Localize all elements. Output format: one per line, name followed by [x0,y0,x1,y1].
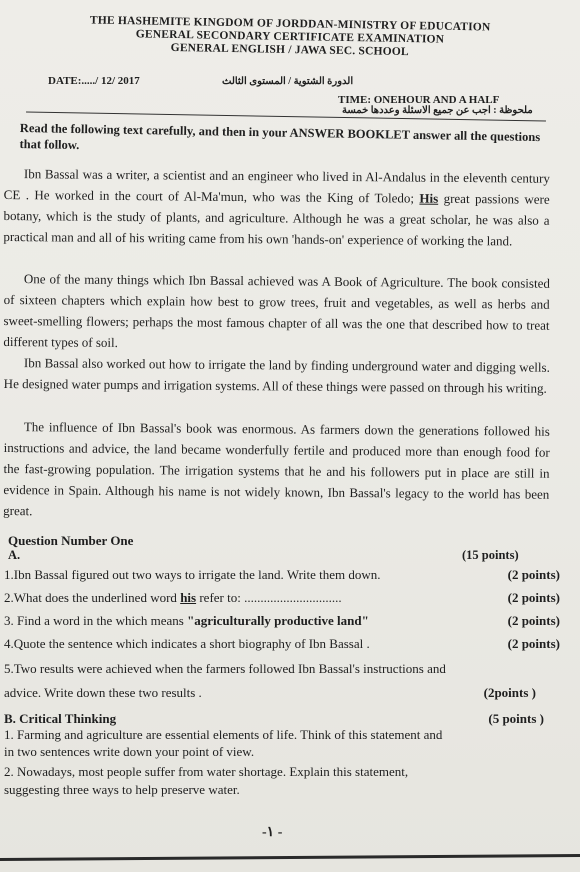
underlined-word-his: His [419,190,439,206]
critical-question-1-line-1: 1. Farming and agriculture are essential elements of life. Think of this statement and [4,727,443,742]
question-title: Question Number One [8,533,134,548]
question-1: 1.Ibn Bassal figured out two ways to irrigate the land. Write them down. (2 points) [4,567,560,582]
question-4: 4.Quote the sentence which indicates a short biography of Ibn Bassal . (2 points) [4,636,560,651]
passage-paragraph-4: The influence of Ibn Bassal's book was enormous. As farmers down the generations followed his instructions and advice, the land became wonderfully fertile and produced more than enough food for the fast-growing population. The irrigation systems that he and his followers put in place are still in evidence in Spain. Although his name is not widely known, Ibn Bassal's legacy to the world has been great. [3,419,550,519]
page-bottom-edge [0,854,580,861]
passage-paragraph-3: Ibn Bassal also worked out how to irrigate the land by finding underground water and digging wells. He designed water pumps and irrigation systems. All of these things were passed on through his writing. [3,355,550,396]
arabic-note: ملحوظة : اجب عن جميع الاسئلة وعددها خمسة [342,105,533,116]
critical-question-2-line-1: 2. Nowadays, most people suffer from water shortage. Explain this statement, [4,764,409,779]
question-5-line-2: advice. Write down these two results . (2points ) [4,685,536,700]
section-b-points: (5 points ) [488,711,544,726]
question-3-phrase: "agriculturally productive land" [187,613,369,628]
ministry-line: THE HASHEMITE KINGDOM OF JORDDAN-MINISTRY OF EDUCATION [89,14,491,34]
arabic-session-label: الدورة الشتوية / المستوى الثالث [222,76,354,87]
subject-school-line: GENERAL ENGLISH / JAWA SEC. SCHOOL [170,41,409,59]
section-b-heading: B. Critical Thinking (5 points ) [4,711,544,726]
exam-header [0,13,580,62]
exam-date: DATE:...../ 12/ 2017 [48,75,140,87]
question-3-points: (2 points) [507,613,560,628]
answer-booklet-text: ANSWER BOOKLET [289,125,410,142]
reading-instructions: Read the following text carefully, and then in your ANSWER BOOKLET answer all the questions that follow. [19,120,541,153]
question-1-points: (2 points) [507,567,560,582]
question-3: 3. Find a word in the which means "agriculturally productive land" (2 points) [4,613,560,628]
section-a-label: A. [8,548,21,562]
critical-question-1-line-2: in two sentences write down your point of view. [4,744,255,759]
passage-paragraph-2: One of the many things which Ibn Bassal achieved was A Book of Agriculture. The book consisted of sixteen chapters which explain how best to grow trees, fruit and vegetables, as well as herbs and sweet-smelling flowers; perhaps the most famous chapter of all was the one that described how to treat different types of soil. [3,271,550,350]
critical-question-2-line-2: suggesting three ways to help preserve water. [4,782,240,797]
question-5-points: (2points ) [483,685,536,700]
question-2: 2.What does the underlined word his refer to: .............................. (2 points) [4,590,560,605]
question-2-points: (2 points) [507,590,560,605]
question-5-line-1: 5.Two results were achieved when the farmers followed Ibn Bassal's instructions and [4,661,446,676]
question-4-points: (2 points) [507,636,560,651]
exam-title-line: GENERAL SECONDARY CERTIFICATE EXAMINATION [135,28,445,46]
passage-paragraph-1: Ibn Bassal was a writer, a scientist and an engineer who lived in Al-Andalus in the eleventh century CE . He worked in the court of Al-Ma'mun, who was the King of Toledo; His great passions were botany, which is the study of plants, and agriculture. Although he was a great scholar, he was also a practical man and all of his writing came from his own 'hands-on' experience of working the land. [3,166,550,249]
section-a-points: (15 points) [462,548,519,562]
page-number: -١ - [262,825,283,840]
exam-time: TIME: ONEHOUR AND A HALF [338,94,500,106]
question-2-his: his [180,590,197,605]
